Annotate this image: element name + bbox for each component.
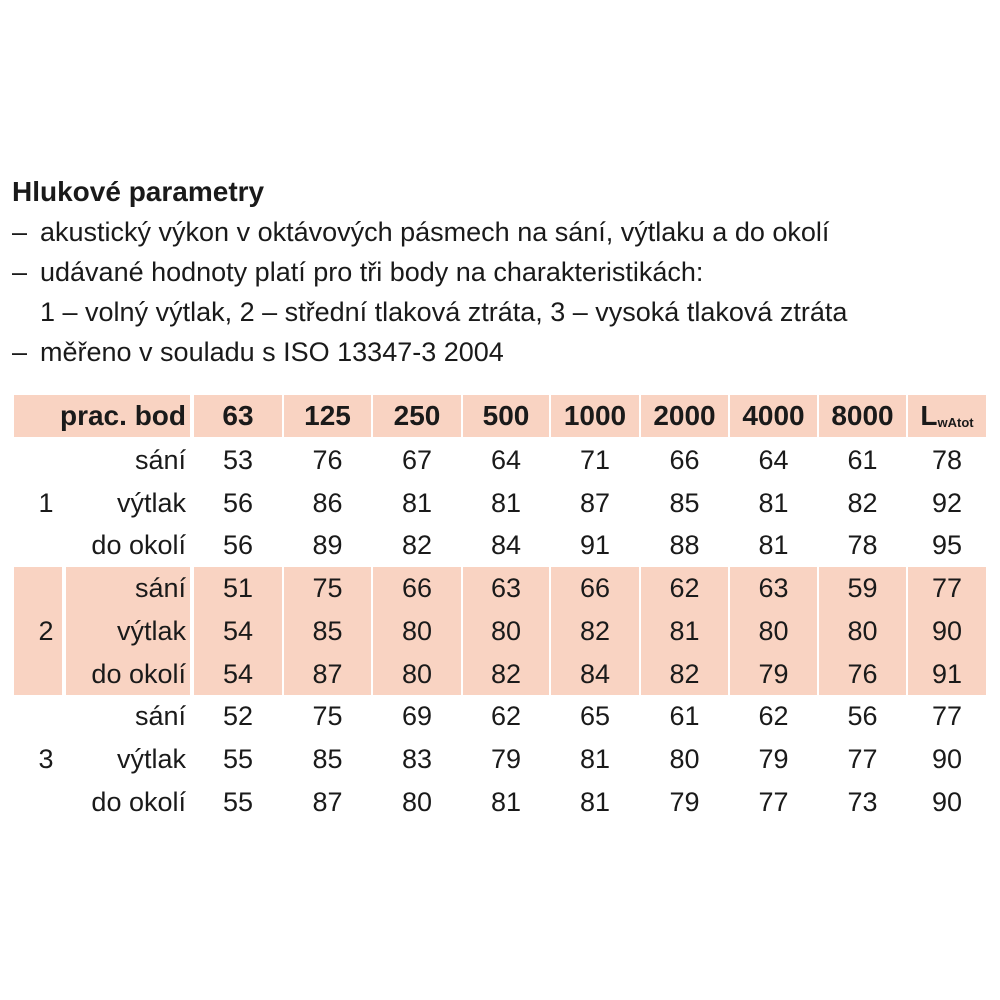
total-cell: 90 xyxy=(931,786,963,817)
column-header-frequency: 1000 xyxy=(563,400,627,431)
bullet-dash: – xyxy=(12,217,28,247)
row-label: do okolí xyxy=(91,530,186,561)
table-cell: 80 xyxy=(847,615,878,646)
table-cell: 54 xyxy=(222,658,254,689)
table-cell: 85 xyxy=(312,615,343,646)
column-header-frequency: 500 xyxy=(482,400,530,431)
table-cell: 56 xyxy=(222,487,254,518)
total-cell: 90 xyxy=(931,615,963,646)
table-cell: 71 xyxy=(579,445,611,475)
total-cell: 78 xyxy=(931,445,963,475)
table-cell: 80 xyxy=(758,615,789,646)
table-cell: 62 xyxy=(669,573,700,604)
total-cell: 92 xyxy=(931,487,963,518)
column-header-frequency: 2000 xyxy=(653,400,716,431)
table-cell: 55 xyxy=(222,743,254,774)
table-cell: 79 xyxy=(669,786,700,817)
table-cell: 84 xyxy=(490,530,522,561)
table-cell: 80 xyxy=(490,615,522,646)
row-label: do okolí xyxy=(91,786,186,817)
table-cell: 51 xyxy=(222,573,254,604)
row-label: do okolí xyxy=(91,658,186,689)
table-cell: 87 xyxy=(312,786,343,817)
table-cell: 64 xyxy=(490,445,522,475)
bullet-item xyxy=(12,252,992,292)
table-cell: 75 xyxy=(312,701,343,732)
table-cell: 82 xyxy=(847,487,878,518)
table-header-row xyxy=(14,395,986,437)
table-cell: 63 xyxy=(490,573,522,604)
total-symbol: L xyxy=(920,400,938,431)
continuation-text: 1 – volný výtlak, 2 – střední tlaková ztráta, 3 – vysoká tlaková ztráta xyxy=(40,297,848,327)
table-cell: 54 xyxy=(222,615,254,646)
total-cell: 91 xyxy=(931,658,963,689)
table-cell: 66 xyxy=(579,573,611,604)
table-cell: 56 xyxy=(222,530,254,561)
row-label: sání xyxy=(134,573,186,604)
column-header-frequency: 63 xyxy=(222,400,254,431)
table-cell: 63 xyxy=(758,573,789,604)
bullet-item xyxy=(12,332,992,372)
table-cell: 83 xyxy=(401,743,433,774)
total-subscript: wAtot xyxy=(937,415,974,430)
table-row xyxy=(14,439,986,482)
table-cell: 86 xyxy=(312,487,343,518)
bullet-text: akustický výkon v oktávových pásmech na sání, výtlaku a do okolí xyxy=(40,217,830,247)
table-cell: 77 xyxy=(758,786,789,817)
bullet-dash: – xyxy=(12,337,28,367)
table-cell: 69 xyxy=(401,701,433,732)
table-row xyxy=(14,695,986,738)
column-header-frequency: 125 xyxy=(304,400,351,431)
table-cell: 73 xyxy=(847,786,878,817)
table-cell: 65 xyxy=(579,701,611,732)
total-cell: 77 xyxy=(931,573,963,604)
table-cell: 81 xyxy=(758,530,789,561)
operating-point-number: 1 xyxy=(38,487,54,518)
row-label: výtlak xyxy=(116,743,186,774)
table-cell: 66 xyxy=(401,573,433,604)
table-row xyxy=(14,781,986,824)
operating-point-number: 2 xyxy=(38,615,54,646)
table-cell: 55 xyxy=(222,786,254,817)
table-cell: 91 xyxy=(579,530,611,561)
table-row xyxy=(14,524,986,567)
table-cell: 76 xyxy=(847,658,878,689)
table-cell: 61 xyxy=(669,701,700,732)
table-cell: 59 xyxy=(847,573,878,604)
row-label: výtlak xyxy=(116,487,186,518)
table-cell: 85 xyxy=(669,487,700,518)
table-cell: 82 xyxy=(669,658,700,689)
table-cell: 80 xyxy=(669,743,700,774)
table-cell: 62 xyxy=(490,701,522,732)
table-cell: 62 xyxy=(758,701,789,732)
table-cell: 67 xyxy=(401,445,433,475)
table-cell: 80 xyxy=(401,615,433,646)
noise-parameters-section xyxy=(12,172,992,372)
bullet-item xyxy=(12,212,992,252)
table-cell: 82 xyxy=(490,658,522,689)
table-cell: 88 xyxy=(669,530,700,561)
table-cell: 81 xyxy=(401,487,433,518)
row-label: výtlak xyxy=(116,615,186,646)
table-cell: 56 xyxy=(847,701,878,732)
column-header-operating-point: prac. bod xyxy=(59,400,186,431)
table-cell: 81 xyxy=(758,487,789,518)
table-cell: 89 xyxy=(312,530,343,561)
bullet-dash: – xyxy=(12,257,28,287)
column-header-total xyxy=(908,395,986,437)
table-row xyxy=(14,567,986,610)
table-cell: 75 xyxy=(312,573,343,604)
table-cell: 52 xyxy=(222,701,254,732)
table-cell: 61 xyxy=(847,445,878,475)
table-cell: 77 xyxy=(847,743,878,774)
table-cell: 53 xyxy=(222,445,254,475)
table-cell: 80 xyxy=(401,658,433,689)
table-cell: 84 xyxy=(579,658,611,689)
bullet-text: udávané hodnoty platí pro tři body na charakteristikách: xyxy=(40,257,704,287)
table-cell: 82 xyxy=(579,615,611,646)
table-cell: 78 xyxy=(847,530,878,561)
table-cell: 87 xyxy=(579,487,611,518)
table-cell: 64 xyxy=(758,445,789,475)
table-cell: 80 xyxy=(401,786,433,817)
table-cell: 85 xyxy=(312,743,343,774)
row-label: sání xyxy=(134,701,186,732)
bullet-text: měřeno v souladu s ISO 13347-3 2004 xyxy=(40,337,504,367)
table-cell: 79 xyxy=(758,743,789,774)
table-cell: 87 xyxy=(312,658,343,689)
table-cell: 79 xyxy=(490,743,522,774)
table-cell: 81 xyxy=(579,786,611,817)
table-cell: 81 xyxy=(490,487,522,518)
column-header-frequency: 250 xyxy=(393,400,441,431)
table-cell: 81 xyxy=(579,743,611,774)
row-label: sání xyxy=(134,445,186,475)
column-header-frequency: 8000 xyxy=(831,400,894,431)
table-row xyxy=(14,653,986,696)
table-row xyxy=(14,482,986,525)
total-cell: 90 xyxy=(931,743,963,774)
table-cell: 82 xyxy=(401,530,433,561)
section-title: Hlukové parametry xyxy=(12,176,265,207)
total-cell: 95 xyxy=(931,530,963,561)
operating-point-number: 3 xyxy=(38,743,54,774)
table-cell: 76 xyxy=(312,445,343,475)
table-cell: 66 xyxy=(669,445,700,475)
table-cell: 81 xyxy=(490,786,522,817)
column-header-frequency: 4000 xyxy=(742,400,805,431)
table-cell: 81 xyxy=(669,615,700,646)
table-row xyxy=(14,610,986,653)
table-cell: 79 xyxy=(758,658,789,689)
total-cell: 77 xyxy=(931,701,963,732)
bullet-continuation xyxy=(12,292,992,332)
table-row xyxy=(14,738,986,781)
